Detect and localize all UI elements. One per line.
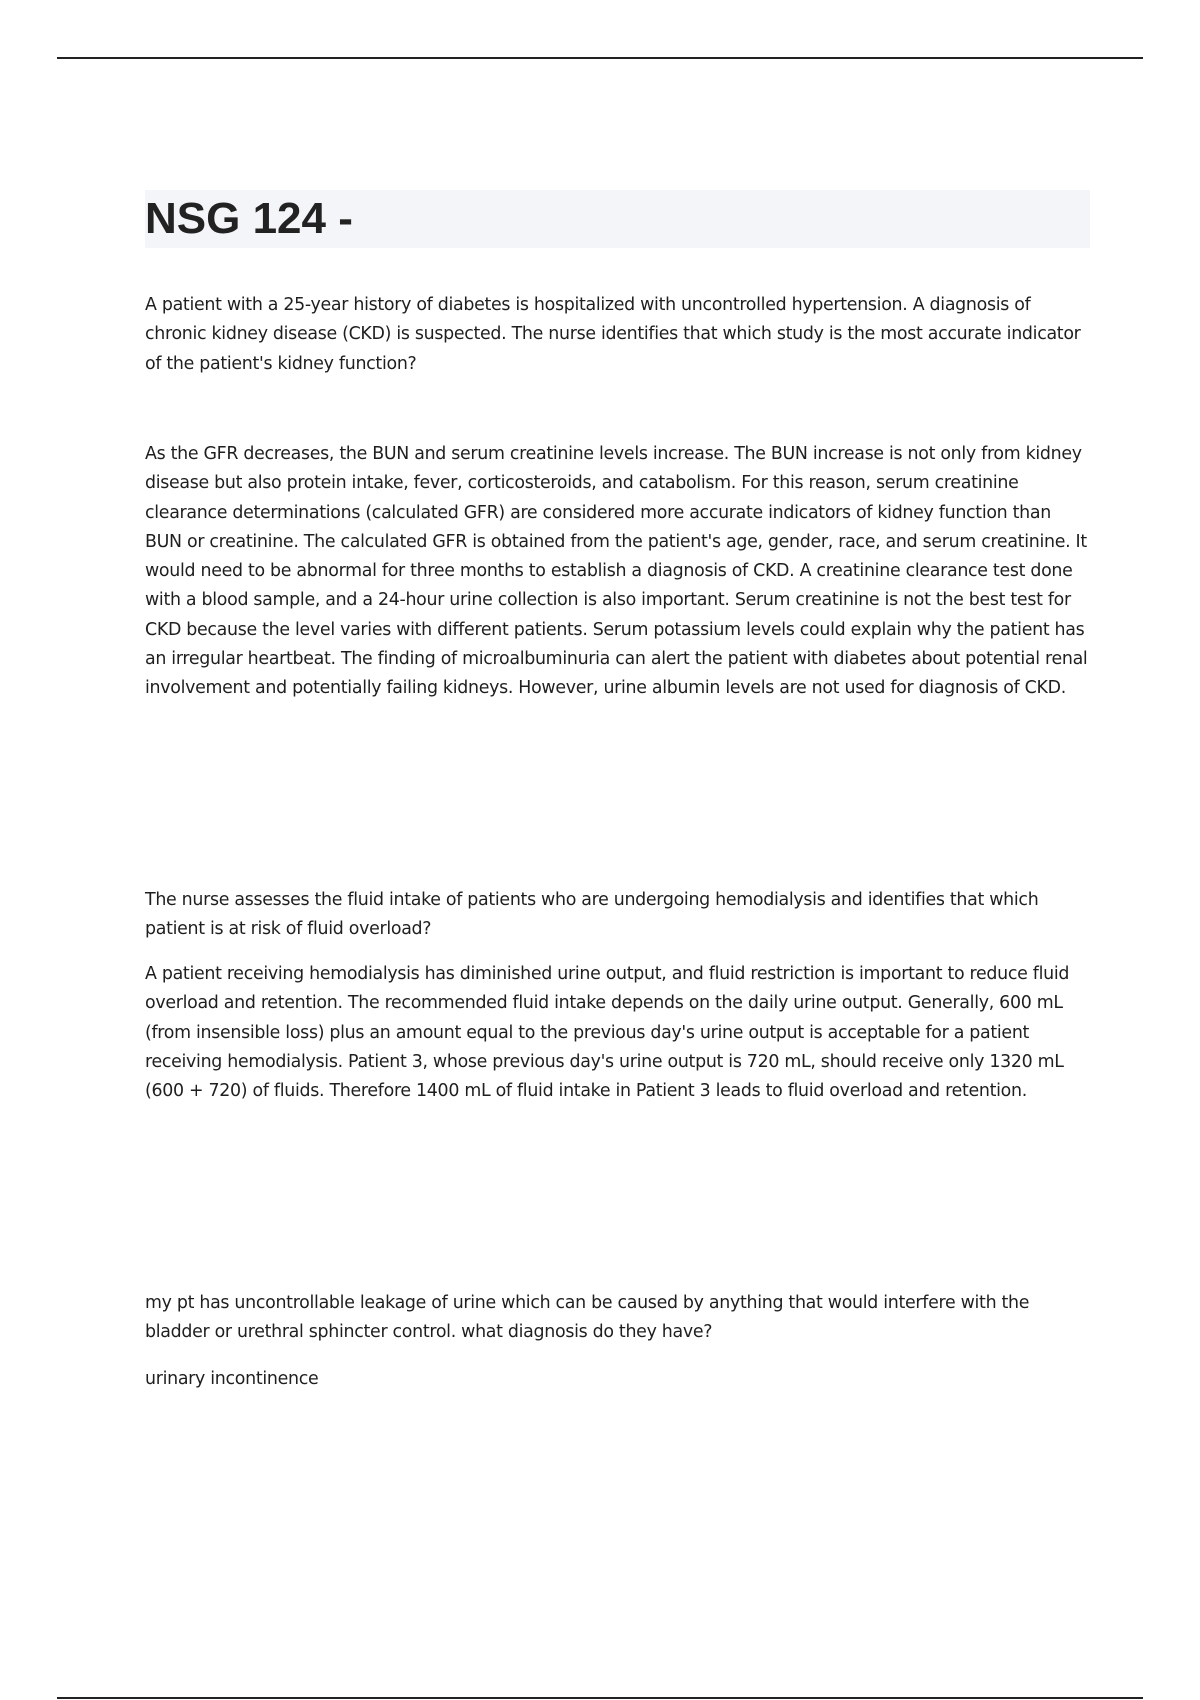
top-divider <box>57 57 1143 59</box>
question-text: The nurse assesses the fluid intake of patients who are undergoing hemodialysis and identifies that which patient is at risk of fluid overload? <box>145 890 1039 940</box>
answer-text: As the GFR decreases, the BUN and serum creatinine levels increase. The BUN increase is not only from kidney disease but also protein intake, fever, corticosteroids, and catabolism. For this reason, serum creatinine clearance determinations (calculated GFR) are considered more accurate indicators of kidney function than BUN or creatinine. The calculated GFR is obtained from the patient's age, gender, race, and serum creatinine. It would need to be abnormal for three months to establish a diagnosis of CKD. A creatinine clearance test done with a blood sample, and a 24-hour urine collection is also important. Serum creatinine is not the best test for CKD because the level varies with different patients. Serum potassium levels could explain why the patient has an irregular heartbeat. The finding of microalbuminuria can alert the patient with diabetes about potential renal involvement and potentially failing kidneys. However, urine albumin levels are not used for diagnosis of CKD. <box>145 444 1088 699</box>
answer-text: A patient receiving hemodialysis has diminished urine output, and fluid restriction is important to reduce fluid overload and retention. The recommended fluid intake depends on the daily urine output. Generally, 600 mL (from insensible loss) plus an amount equal to the previous day's urine output is acceptable for a patient receiving hemodialysis. Patient 3, whose previous day's urine output is 720 mL, should receive only 1320 mL (600 + 720) of fluids. Therefore 1400 mL of fluid intake in Patient 3 leads to fluid overload and retention. <box>145 964 1070 1102</box>
question-text: A patient with a 25-year history of diabetes is hospitalized with uncontrolled hypertension. A diagnosis of chronic kidney disease (CKD) is suspected. The nurse identifies that which study is the most accurate indicator of the patient's kidney function? <box>145 295 1081 374</box>
question-text: my pt has uncontrollable leakage of urine which can be caused by anything that would interfere with the bladder or urethral sphincter control. what diagnosis do they have? <box>145 1293 1030 1343</box>
title-banner <box>145 190 1090 248</box>
bottom-divider <box>57 1697 1143 1699</box>
page-title: NSG 124 - <box>145 194 353 243</box>
answer-text: urinary incontinence <box>145 1369 319 1389</box>
